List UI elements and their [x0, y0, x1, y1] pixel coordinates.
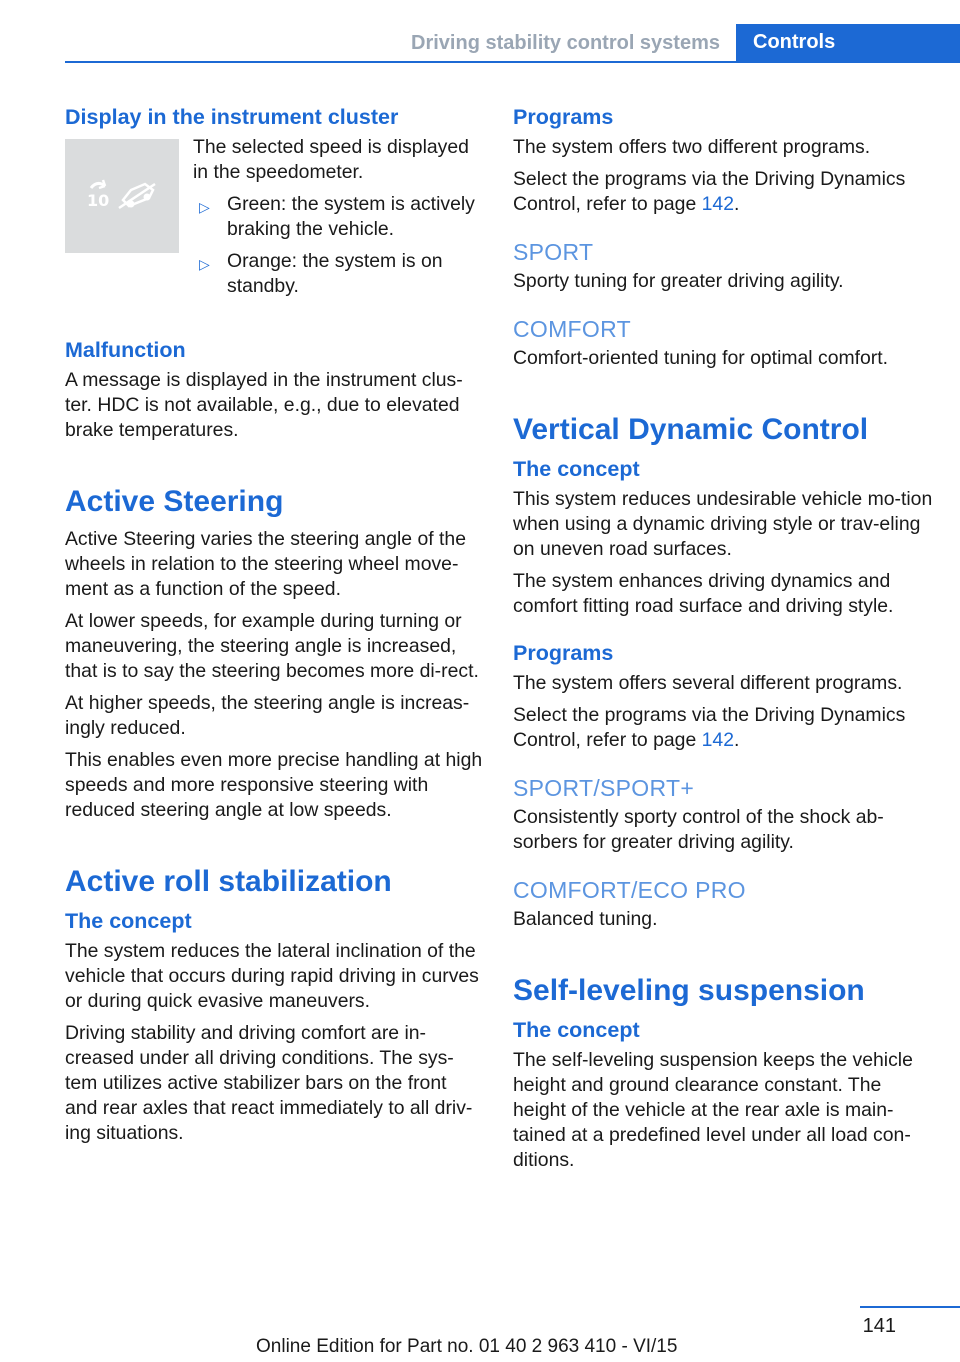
sport-plus-text: Consistently sporty control of the shock ab-sorbers for greater driving agility. [513, 806, 884, 853]
self-leveling-paragraph: The self-leveling suspension keeps the vehicle height and ground clearance constant. The height of the vehicle at the rear axle is main-tained at a predefined level under all load con-ditions. [513, 1049, 913, 1171]
eco-pro-heading: COMFORT/ECO PRO [513, 877, 746, 903]
page-number: 141 [862, 1315, 896, 1337]
triangle-bullet-icon: ▷ [199, 256, 210, 272]
programs-heading: Programs [513, 105, 614, 129]
sport-plus-heading: SPORT/SPORT+ [513, 775, 695, 801]
display-block [65, 135, 483, 306]
display-text: The selected speed is displayed in the speedometer. [193, 136, 469, 183]
hdc-indicator-image [65, 139, 179, 253]
sport-heading: SPORT [513, 239, 594, 265]
left-column [65, 103, 483, 1153]
bullet-item [193, 249, 483, 299]
page-link[interactable]: 142 [701, 729, 734, 751]
malfunction-text: A message is displayed in the instrument clus-ter. HDC is not available, e.g., due to elevated brake temperatures. [65, 369, 463, 441]
eco-pro-text: Balanced tuning. [513, 908, 658, 930]
display-text-block [193, 135, 483, 306]
vdc-programs-heading: Programs [513, 641, 614, 665]
footer-rule [860, 1306, 960, 1308]
bullet-item [193, 192, 483, 242]
self-leveling-heading: Self-leveling suspension [513, 974, 865, 1007]
roll-paragraph: Driving stability and driving comfort are in-creased under all driving conditions. The sys-tem utilizes active stabilizer bars on the front and rear axles that react immediately to all driv-ing situations. [65, 1022, 473, 1144]
active-steering-paragraph: Active Steering varies the steering angle of the wheels in relation to the steering wheel move-ment as a function of the speed. [65, 528, 466, 600]
header-section-title: Driving stability control systems [411, 32, 720, 54]
active-steering-heading: Active Steering [65, 485, 284, 518]
hdc-speed-number: 10 [87, 191, 110, 210]
vdc-paragraph: The system enhances driving dynamics and comfort fitting road surface and driving style. [513, 570, 894, 617]
comfort-heading: COMFORT [513, 316, 631, 342]
header-chapter-label: Controls [753, 31, 836, 53]
bullet-text: Orange: the system is on standby. [227, 250, 443, 297]
sport-text: Sporty tuning for greater driving agility. [513, 270, 844, 292]
malfunction-heading: Malfunction [65, 338, 186, 362]
vdc-programs-reference-end: . [733, 729, 740, 751]
header-rule [65, 61, 960, 63]
comfort-text: Comfort-oriented tuning for optimal comfort. [513, 347, 889, 369]
page-link[interactable]: 142 [701, 193, 734, 215]
active-steering-paragraph: This enables even more precise handling at high speeds and more responsive steering with reduced steering angle at low speeds. [65, 749, 483, 821]
programs-reference-text: Select the programs via the Driving Dynamics Control, refer to page [513, 168, 906, 215]
edition-line: Online Edition for Part no. 01 40 2 963 410 - VI/15 [256, 1336, 678, 1357]
active-steering-paragraph: At lower speeds, for example during turning or maneuvering, the steering angle is increased, that is to say the steering becomes more di-rect. [65, 610, 479, 682]
header-chapter-tab [736, 24, 960, 61]
self-leveling-concept-heading: The concept [513, 1018, 640, 1042]
vdc-programs-reference-text: Select the programs via the Driving Dynamics Control, refer to page [513, 704, 906, 751]
right-column [513, 103, 933, 1180]
programs-text: The system offers two different programs. [513, 136, 871, 158]
vdc-programs-text: The system offers several different programs. [513, 672, 903, 694]
programs-reference [513, 167, 933, 217]
roll-paragraph: The system reduces the lateral inclination of the vehicle that occurs during rapid driving in curves or during quick evasive maneuvers. [65, 940, 479, 1012]
roll-concept-heading: The concept [65, 909, 192, 933]
triangle-bullet-icon: ▷ [199, 199, 210, 215]
hill-descent-icon [83, 176, 161, 216]
vdc-heading: Vertical Dynamic Control [513, 413, 869, 446]
active-steering-paragraph: At higher speeds, the steering angle is increas-ingly reduced. [65, 692, 470, 739]
programs-reference-end: . [733, 193, 740, 215]
vdc-programs-reference [513, 703, 933, 753]
vdc-concept-heading: The concept [513, 457, 640, 481]
roll-stabilization-heading: Active roll stabilization [65, 865, 392, 898]
vdc-paragraph: This system reduces undesirable vehicle mo-tion when using a dynamic driving style or trav-eling on uneven road surfaces. [513, 488, 933, 560]
display-heading: Display in the instrument cluster [65, 105, 399, 129]
bullet-text: Green: the system is actively braking the vehicle. [227, 193, 475, 240]
